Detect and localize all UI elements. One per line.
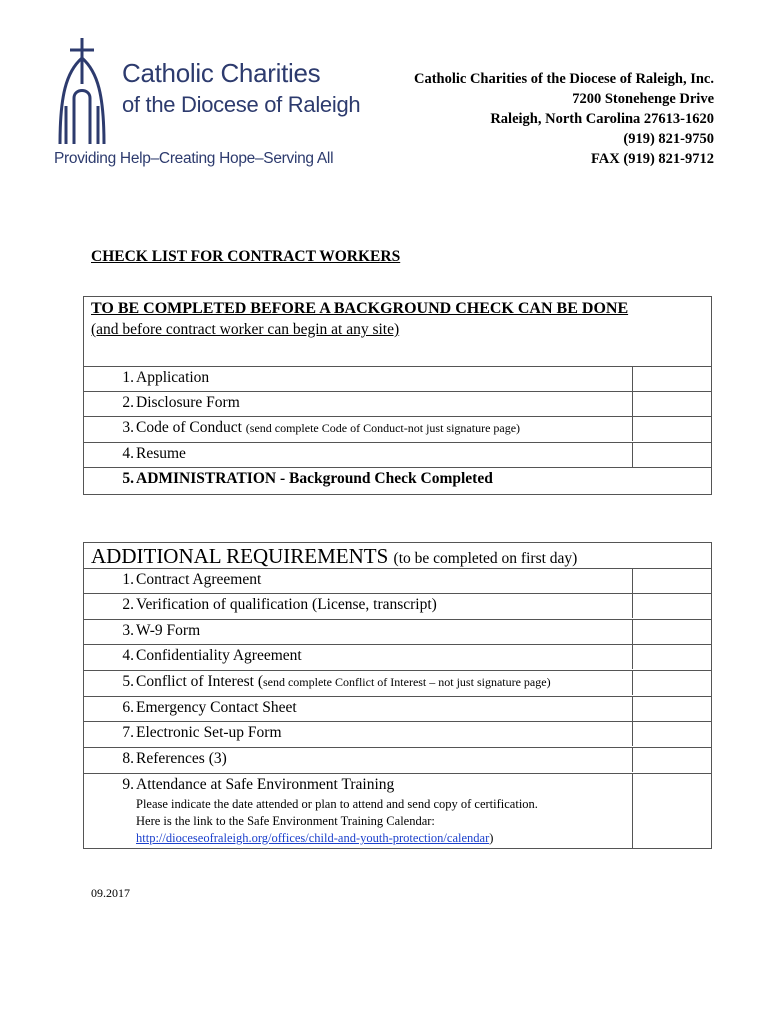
item-label: Verification of qualification (License, transcript) xyxy=(136,596,437,613)
item-label: ADMINISTRATION - Background Check Completed xyxy=(136,470,493,487)
checkbox-cell[interactable] xyxy=(632,594,711,618)
logo-name-line2: of the Diocese of Raleigh xyxy=(122,92,361,117)
checkbox-cell[interactable] xyxy=(632,392,711,416)
item-number: 3. xyxy=(122,622,134,639)
checklist-row xyxy=(84,416,711,441)
item-note: (send complete Code of Conduct-not just signature page) xyxy=(245,421,521,435)
item-label: Disclosure Form xyxy=(136,394,240,411)
section1-subtitle: (and before contract worker can begin at any site) xyxy=(91,321,400,338)
page-title: CHECK LIST FOR CONTRACT WORKERS xyxy=(91,248,401,265)
item-label-with-note xyxy=(136,419,520,437)
checklist-row xyxy=(84,644,711,669)
item-number: 4. xyxy=(122,445,134,462)
logo-name-line1: Catholic Charities xyxy=(122,58,321,88)
checklist-row xyxy=(84,366,711,391)
checklist-row xyxy=(84,773,711,849)
item-label: Application xyxy=(136,369,210,386)
fax-number: FAX (919) 821-9712 xyxy=(591,151,714,167)
checkbox-cell[interactable] xyxy=(632,697,711,721)
item-number: 6. xyxy=(122,699,134,716)
item-label: Electronic Set-up Form xyxy=(136,724,282,741)
training-calendar-link[interactable]: http://dioceseofraleigh.org/offices/child-and-youth-protection/calendar xyxy=(136,831,490,845)
section2-title: ADDITIONAL REQUIREMENTS xyxy=(91,544,389,568)
checklist-row xyxy=(84,391,711,416)
item-number: 2. xyxy=(122,394,134,411)
checklist-row xyxy=(84,442,711,467)
street-address: 7200 Stonehenge Drive xyxy=(572,91,714,107)
address-block xyxy=(414,69,714,169)
item-number: 5. xyxy=(122,673,134,690)
item-label: Resume xyxy=(136,445,186,462)
item-label: References (3) xyxy=(136,750,227,767)
logo-tagline: Providing Help–Creating Hope–Serving All xyxy=(54,150,334,167)
item-label: W-9 Form xyxy=(136,622,201,639)
checkbox-cell[interactable] xyxy=(632,367,711,391)
additional-requirements-section xyxy=(83,542,712,849)
city-state-zip: Raleigh, North Carolina 27613-1620 xyxy=(490,111,714,127)
item-number: 3. xyxy=(122,419,134,436)
checkbox-cell[interactable] xyxy=(632,671,711,695)
revision-date: 09.2017 xyxy=(91,886,130,900)
checkbox-cell[interactable] xyxy=(632,645,711,669)
checkbox-cell[interactable] xyxy=(632,620,711,644)
item-label: Emergency Contact Sheet xyxy=(136,699,297,716)
checklist-row xyxy=(84,593,711,618)
checklist-row xyxy=(84,721,711,746)
checklist-row xyxy=(84,568,711,593)
checklist-row xyxy=(84,619,711,644)
item-note: send complete Conflict of Interest – not just signature page) xyxy=(262,675,551,689)
cross-arch-icon xyxy=(52,36,122,148)
training-link-intro: Here is the link to the Safe Environment Training Calendar: xyxy=(136,814,435,828)
phone-number: (919) 821-9750 xyxy=(623,131,714,147)
checklist-row xyxy=(84,467,711,492)
item-label: Code of Conduct xyxy=(136,419,242,436)
section1-title: TO BE COMPLETED BEFORE A BACKGROUND CHECK CAN BE DONE xyxy=(91,300,629,317)
checkbox-cell[interactable] xyxy=(632,774,711,849)
section2-title-line xyxy=(91,544,577,569)
item-number: 7. xyxy=(122,724,134,741)
checklist-row xyxy=(84,696,711,721)
item-number: 1. xyxy=(122,369,134,386)
item-label: Attendance at Safe Environment Training xyxy=(136,776,395,793)
training-link-close: ) xyxy=(489,831,494,845)
item-label: Contract Agreement xyxy=(136,571,262,588)
organization-name: Catholic Charities of the Diocese of Raleigh, Inc. xyxy=(413,71,714,87)
item-label: Conflict of Interest ( xyxy=(136,673,263,690)
item-number: 5. xyxy=(122,470,134,487)
checklist-row xyxy=(84,670,711,695)
item-label: Confidentiality Agreement xyxy=(136,647,302,664)
checklist-row xyxy=(84,747,711,772)
checkbox-cell[interactable] xyxy=(632,569,711,593)
training-instruction: Please indicate the date attended or plan to attend and send copy of certification. xyxy=(136,797,538,811)
background-check-section xyxy=(83,296,712,495)
training-link-line xyxy=(136,831,493,846)
section2-subtitle: (to be completed on first day) xyxy=(393,550,578,567)
item-number: 4. xyxy=(122,647,134,664)
item-number: 8. xyxy=(122,750,134,767)
checkbox-cell[interactable] xyxy=(632,722,711,746)
checkbox-cell[interactable] xyxy=(632,748,711,772)
item-number: 2. xyxy=(122,596,134,613)
item-number: 1. xyxy=(122,571,134,588)
item-number: 9. xyxy=(122,776,134,793)
item-label-with-note xyxy=(136,673,551,691)
checkbox-cell[interactable] xyxy=(632,443,711,467)
checkbox-cell[interactable] xyxy=(632,417,711,441)
